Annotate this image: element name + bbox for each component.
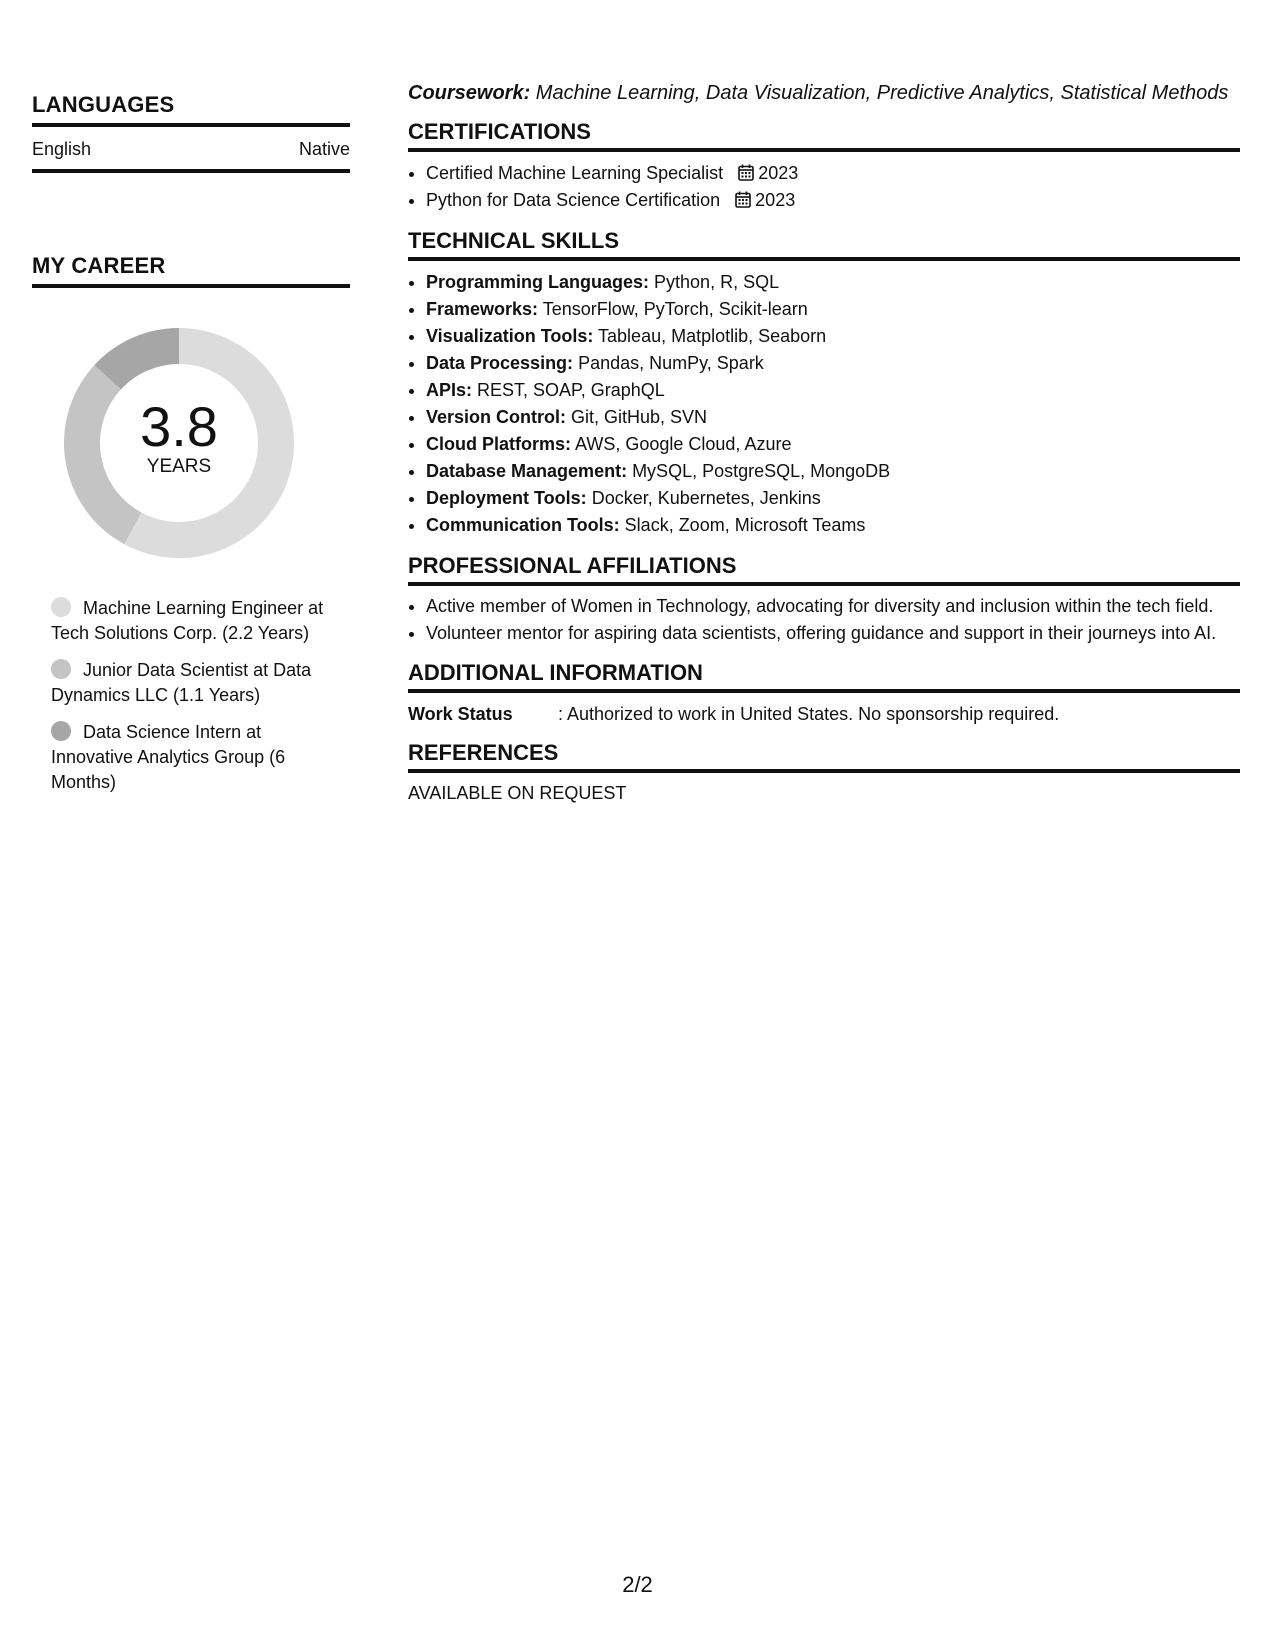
coursework-label: Coursework:	[408, 82, 531, 104]
skill-item	[426, 458, 1240, 485]
skill-label: Deployment Tools:	[426, 488, 587, 508]
certifications-list	[408, 160, 1240, 214]
skill-item	[426, 377, 1240, 404]
skill-label: APIs:	[426, 380, 473, 400]
skill-label: Database Management:	[426, 461, 628, 481]
additional-info-section	[408, 660, 1240, 726]
skill-label: Version Control:	[426, 407, 567, 427]
career-role: Junior Data Scientist at Data Dynamics LLC (1.1 Years)	[51, 660, 312, 705]
work-status-value: : Authorized to work in United States. No sponsorship required.	[558, 704, 1060, 724]
technical-skills-heading: TECHNICAL SKILLS	[408, 228, 1240, 261]
career-total-years: 3.8	[140, 395, 218, 458]
certification-name: Python for Data Science Certification	[426, 190, 721, 210]
certifications-heading: CERTIFICATIONS	[408, 119, 1240, 152]
skill-label: Communication Tools:	[426, 515, 620, 535]
donut-center	[64, 328, 294, 558]
page-number: 2/2	[622, 1572, 653, 1597]
references-text: AVAILABLE ON REQUEST	[408, 783, 627, 803]
affiliation-item: • Active member of Women in Technology, advocating for diversity and inclusion within the tech field.	[426, 594, 1240, 619]
skill-value: Slack, Zoom, Microsoft Teams	[619, 515, 866, 535]
career-heading: MY CAREER	[32, 253, 350, 288]
skill-item	[426, 404, 1240, 431]
affiliations-heading: PROFESSIONAL AFFILIATIONS	[408, 553, 1240, 586]
calendar-icon	[738, 164, 754, 181]
skill-item	[426, 269, 1240, 296]
certification-year: 2023	[755, 190, 796, 210]
affiliations-list	[408, 594, 1240, 646]
language-level: Native	[298, 139, 350, 159]
career-role: Data Science Intern at Innovative Analytics Group (6 Months)	[51, 722, 286, 792]
career-legend-item	[51, 596, 331, 646]
references-heading: REFERENCES	[408, 740, 1240, 773]
certification-item	[426, 160, 1240, 187]
skill-value: MySQL, PostgreSQL, MongoDB	[627, 461, 891, 481]
skill-item	[426, 512, 1240, 539]
main-content	[408, 82, 1240, 804]
legend-dot	[51, 597, 71, 617]
skill-value: TensorFlow, PyTorch, Scikit-learn	[538, 299, 808, 319]
language-name: English	[32, 139, 92, 159]
skill-value: Python, R, SQL	[649, 272, 780, 292]
skill-label: Programming Languages:	[426, 272, 650, 292]
skill-label: Data Processing:	[426, 353, 574, 373]
affiliations-section	[408, 553, 1240, 646]
career-donut-chart	[64, 328, 294, 558]
additional-info-heading: ADDITIONAL INFORMATION	[408, 660, 1240, 693]
skills-list	[408, 269, 1240, 539]
legend-dot	[51, 659, 71, 679]
skill-value: Tableau, Matplotlib, Seaborn	[593, 326, 827, 346]
sidebar	[32, 92, 350, 807]
skill-item	[426, 323, 1240, 350]
calendar-icon	[735, 191, 751, 208]
certification-year: 2023	[758, 163, 799, 183]
coursework-text: Machine Learning, Data Visualization, Predictive Analytics, Statistical Methods	[530, 82, 1229, 104]
language-row	[32, 127, 350, 173]
skill-item	[426, 296, 1240, 323]
career-total-unit: YEARS	[146, 456, 212, 477]
skill-value: REST, SOAP, GraphQL	[472, 380, 665, 400]
career-legend	[51, 596, 331, 795]
skill-value: AWS, Google Cloud, Azure	[571, 434, 792, 454]
skill-value: Git, GitHub, SVN	[566, 407, 708, 427]
skill-item	[426, 431, 1240, 458]
skill-value: Pandas, NumPy, Spark	[573, 353, 764, 373]
references-section	[408, 740, 1240, 804]
skill-value: Docker, Kubernetes, Jenkins	[586, 488, 821, 508]
coursework	[408, 82, 1240, 105]
work-status-row	[408, 702, 1240, 726]
languages-heading: LANGUAGES	[32, 92, 350, 127]
career-role: Machine Learning Engineer at Tech Solutions Corp. (2.2 Years)	[51, 598, 324, 643]
skill-item	[426, 485, 1240, 512]
skill-label: Visualization Tools:	[426, 326, 594, 346]
certification-name: Certified Machine Learning Specialist	[426, 163, 724, 183]
work-status-label: Work Status	[408, 704, 513, 724]
skill-label: Frameworks:	[426, 299, 539, 319]
technical-skills-section	[408, 228, 1240, 539]
certifications-section	[408, 119, 1240, 214]
career-legend-item	[51, 658, 331, 708]
skill-item	[426, 350, 1240, 377]
affiliation-item: • Volunteer mentor for aspiring data scientists, offering guidance and support in their journeys into AI.	[426, 621, 1240, 646]
skill-label: Cloud Platforms:	[426, 434, 572, 454]
certification-item	[426, 187, 1240, 214]
career-legend-item	[51, 720, 331, 795]
legend-dot	[51, 721, 71, 741]
